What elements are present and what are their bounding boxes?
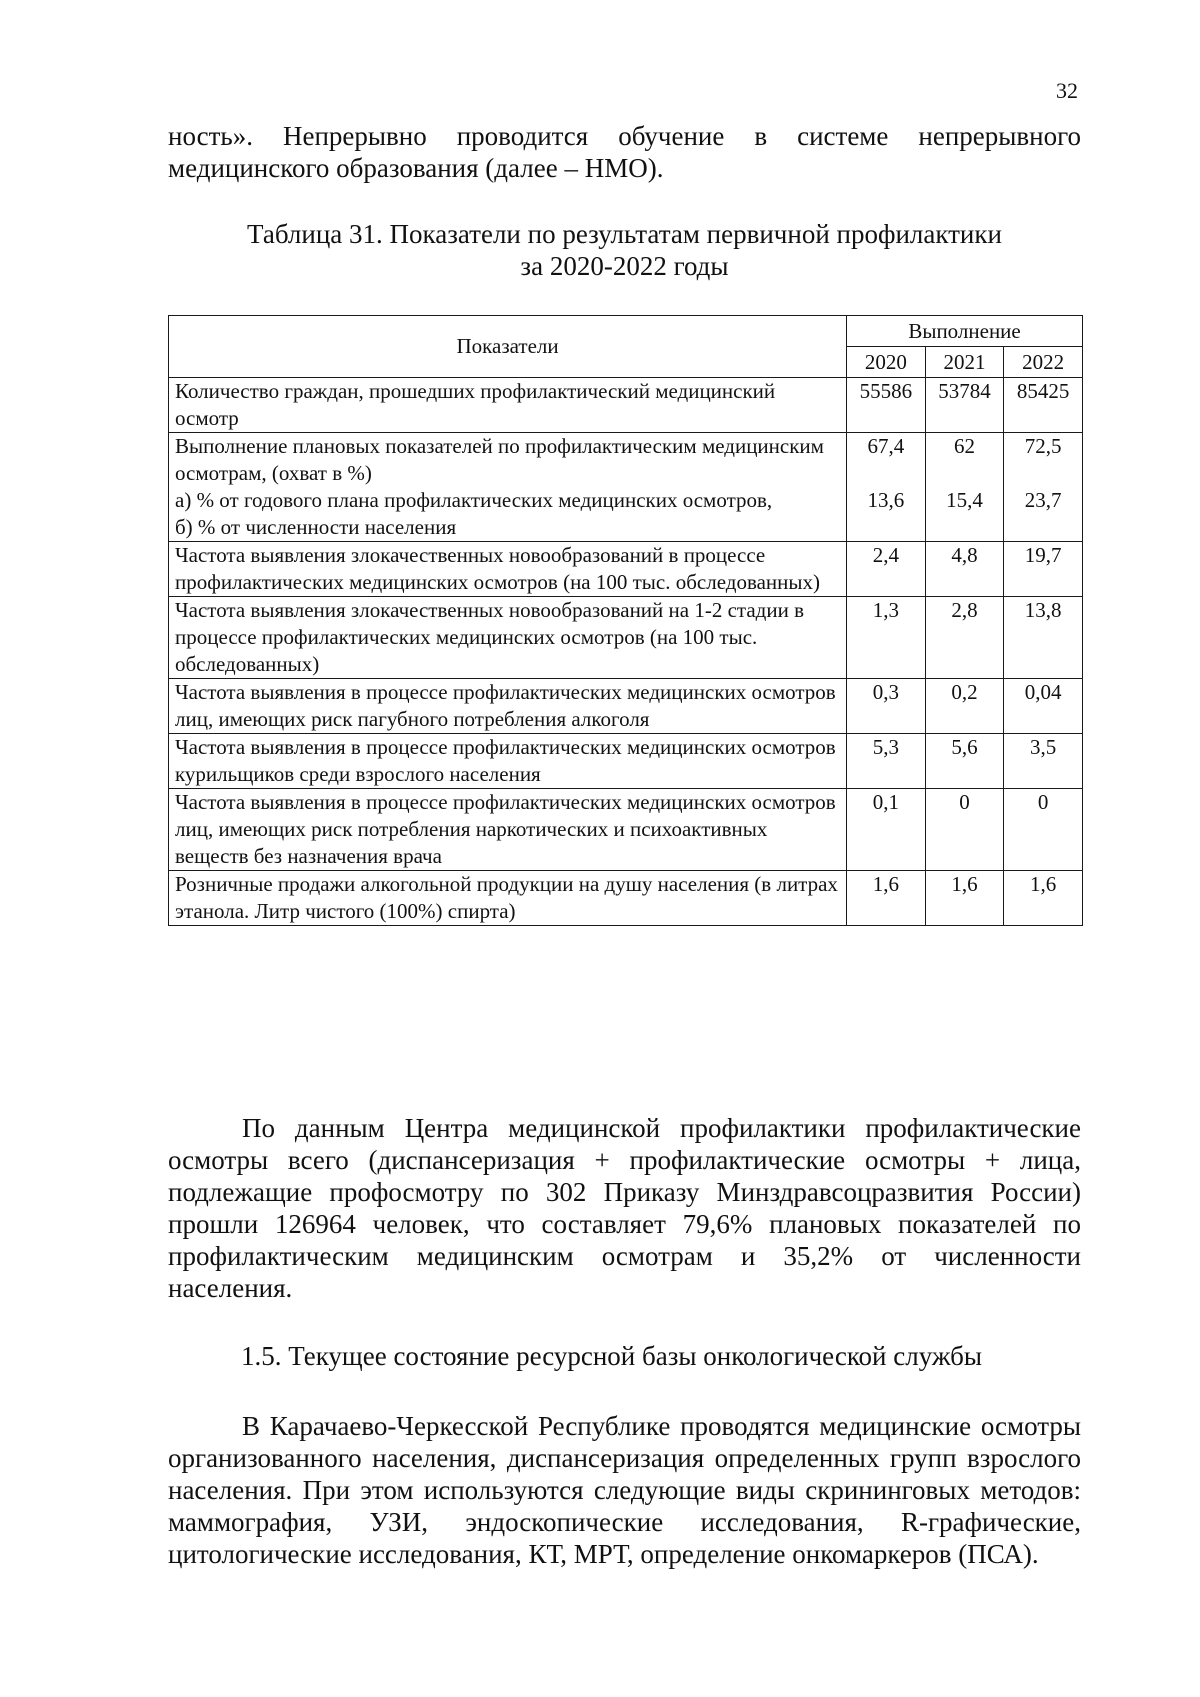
header-indicators: Показатели bbox=[169, 316, 847, 378]
value-cell: 0 bbox=[925, 789, 1004, 871]
screening-text: В Карачаево-Черкесской Республике проводятся медицинские осмотры организованного населения, диспансеризация определенных групп взрослого населения. При этом используются следующие виды скрининговых методов: маммография, УЗИ, эндоскопические исследования, R-графические, цитологические исследования, КТ, МРТ, определение онкомаркеров (ПСА). bbox=[168, 1411, 1081, 1569]
table-caption bbox=[168, 218, 1081, 282]
intro-text: ность». Непрерывно проводится обучение в системе непрерывного медицинского образования (далее – НМО). bbox=[168, 121, 1081, 183]
value-cell: 0,1 bbox=[847, 789, 926, 871]
table-caption-line-1: Таблица 31. Показатели по результатам первичной профилактики bbox=[247, 219, 1002, 249]
value-cell bbox=[847, 433, 926, 542]
indicator-cell: Частота выявления в процессе профилактических медицинских осмотров лиц, имеющих риск потребления наркотических и психоактивных веществ без назначения врача bbox=[169, 789, 847, 871]
table-row bbox=[169, 378, 1083, 433]
value-cell: 0,2 bbox=[925, 679, 1004, 734]
indicator-cell: Количество граждан, прошедших профилактический медицинский осмотр bbox=[169, 378, 847, 433]
value-cell bbox=[925, 433, 1004, 542]
value-cell: 85425 bbox=[1004, 378, 1083, 433]
value-cell: 1,3 bbox=[847, 597, 926, 679]
indicators-table bbox=[168, 315, 1083, 926]
value-cell: 1,6 bbox=[1004, 871, 1083, 926]
table-row bbox=[169, 597, 1083, 679]
table-row bbox=[169, 542, 1083, 597]
value-cell: 19,7 bbox=[1004, 542, 1083, 597]
table-row bbox=[169, 789, 1083, 871]
indicator-cell bbox=[169, 433, 847, 542]
table-header-row bbox=[169, 316, 1083, 347]
header-year-2021: 2021 bbox=[925, 347, 1004, 378]
value-cell: 0,3 bbox=[847, 679, 926, 734]
value-population: 15,4 bbox=[946, 488, 983, 512]
indicator-cell: Розничные продажи алкогольной продукции на душу населения (в литрах этанола. Литр чистого (100%) спирта) bbox=[169, 871, 847, 926]
value-cell: 5,6 bbox=[925, 734, 1004, 789]
value-plan: 72,5 bbox=[1024, 434, 1062, 458]
table-row bbox=[169, 433, 1083, 542]
header-year-2022: 2022 bbox=[1004, 347, 1083, 378]
value-cell: 2,8 bbox=[925, 597, 1004, 679]
value-cell: 1,6 bbox=[847, 871, 926, 926]
value-cell: 13,8 bbox=[1004, 597, 1083, 679]
section-heading: 1.5. Текущее состояние ресурсной базы онкологической службы bbox=[241, 1341, 983, 1371]
value-plan: 62 bbox=[954, 434, 976, 458]
indicator-cell: Частота выявления в процессе профилактических медицинских осмотров курильщиков среди взрослого населения bbox=[169, 734, 847, 789]
screening-paragraph bbox=[168, 1410, 1081, 1570]
summary-paragraph bbox=[168, 1112, 1081, 1304]
table-row bbox=[169, 734, 1083, 789]
header-year-2020: 2020 bbox=[847, 347, 926, 378]
table-row bbox=[169, 871, 1083, 926]
value-population: 23,7 bbox=[1024, 488, 1062, 512]
page-number: 32 bbox=[1056, 78, 1078, 103]
table-caption-line-2: за 2020-2022 годы bbox=[520, 251, 729, 281]
value-cell: 0 bbox=[1004, 789, 1083, 871]
value-cell: 3,5 bbox=[1004, 734, 1083, 789]
summary-text: По данным Центра медицинской профилактики профилактические осмотры всего (диспансеризация + профилактические осмотры + лица, подлежащие профосмотру по 302 Приказу Минздравсоцразвития России) прошли 126964 человек, что составляет 79,6% плановых показателей по профилактическим медицинским осмотрам и 35,2% от численности населения. bbox=[168, 1113, 1081, 1303]
indicator-cell: Частота выявления злокачественных новообразований на 1-2 стадии в процессе профилактических медицинских осмотров (на 100 тыс. обследованных) bbox=[169, 597, 847, 679]
value-cell bbox=[1004, 433, 1083, 542]
value-population: 13,6 bbox=[867, 488, 905, 512]
value-cell: 5,3 bbox=[847, 734, 926, 789]
indicator-main-text: Выполнение плановых показателей по профилактическим медицинским осмотрам, (охват в %) bbox=[175, 434, 824, 485]
intro-paragraph bbox=[168, 120, 1081, 184]
indicator-sub-b: б) % от численности населения bbox=[175, 515, 457, 539]
value-cell: 2,4 bbox=[847, 542, 926, 597]
value-cell: 1,6 bbox=[925, 871, 1004, 926]
value-plan: 67,4 bbox=[867, 434, 905, 458]
indicator-cell: Частота выявления в процессе профилактических медицинских осмотров лиц, имеющих риск пагубного потребления алкоголя bbox=[169, 679, 847, 734]
header-execution: Выполнение bbox=[847, 316, 1083, 347]
value-cell: 4,8 bbox=[925, 542, 1004, 597]
value-cell: 53784 bbox=[925, 378, 1004, 433]
value-cell: 0,04 bbox=[1004, 679, 1083, 734]
value-cell: 55586 bbox=[847, 378, 926, 433]
indicator-sub-a: а) % от годового плана профилактических медицинских осмотров, bbox=[175, 488, 773, 512]
table-row bbox=[169, 679, 1083, 734]
indicator-cell: Частота выявления злокачественных новообразований в процессе профилактических медицинских осмотров (на 100 тыс. обследованных) bbox=[169, 542, 847, 597]
